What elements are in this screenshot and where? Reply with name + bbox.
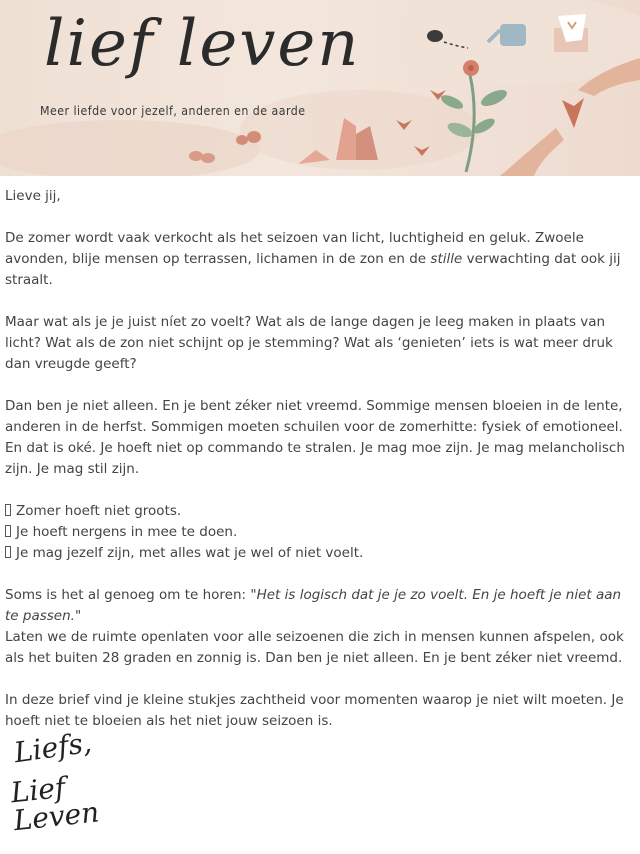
list-item-text: Zomer hoeft niet groots. [16, 503, 182, 519]
bullet-box-icon [5, 546, 11, 558]
brand-tagline: Meer liefde voor jezelf, anderen en de aarde [40, 104, 306, 118]
signature-line-2: Lief Leven [9, 770, 101, 838]
paragraph-text: verwachting dat ook jij straalt. [5, 251, 621, 288]
paragraph-text: De zomer wordt vaak verkocht als het seizoen van licht, luchtigheid en geluk. Zwoele avonden, blije mensen op terrassen, lichamen in de zon en de [5, 230, 584, 267]
quote-text: "Het is logisch dat je je zo voelt. En je hoeft je niet aan te passen." [5, 587, 622, 624]
paragraph-1 [5, 228, 633, 291]
paragraph-3: Dan ben je niet alleen. En je bent zéker niet vreemd. Sommige mensen bloeien in de lente, anderen in de herfst. Sommigen moeten schuilen voor de zomerhitte: fysiek of emotioneel. En dat is oké. Je hoeft niet op commando te stralen. Je mag moe zijn. Je mag melancholisch zijn. Je mag stil zijn. [5, 398, 625, 477]
list-item-text: Je hoeft nergens in mee te doen. [16, 524, 238, 540]
paragraph-text: Laten we de ruimte openlaten voor alle seizoenen die zich in mensen kunnen afspelen, ook als het buiten 28 graden en zonnig is. Dan ben je niet alleen. En je bent zéker niet vreemd. [5, 629, 624, 666]
signature-line-1: Liefs, [12, 725, 94, 770]
bullet-list [5, 501, 633, 564]
bullet-box-icon [5, 504, 11, 516]
header-banner [0, 0, 640, 176]
list-item [5, 543, 633, 564]
list-item-text: Je mag jezelf zijn, met alles wat je wel of niet voelt. [16, 545, 364, 561]
letter-body [5, 186, 633, 753]
paragraph-4 [5, 585, 633, 669]
bullet-box-icon [5, 525, 11, 537]
list-item [5, 522, 633, 543]
paragraph-5: In deze brief vind je kleine stukjes zachtheid voor momenten waarop je niet wilt moeten. Je hoeft niet te bloeien als het niet jouw seizoen is. [5, 692, 624, 729]
list-item [5, 501, 633, 522]
brand-logo: lief leven [44, 7, 361, 81]
greeting: Lieve jij, [5, 188, 61, 204]
signature [9, 725, 152, 838]
emphasis-text: stille [430, 251, 463, 267]
paragraph-2: Maar wat als je je juist níet zo voelt? Wat als de lange dagen je leeg maken in plaats van licht? Wat als de zon niet schijnt op je stemming? Wat als ‘genieten’ iets is wat meer druk dan vreugde geeft? [5, 314, 613, 372]
paragraph-text: Soms is het al genoeg om te horen: [5, 587, 251, 603]
